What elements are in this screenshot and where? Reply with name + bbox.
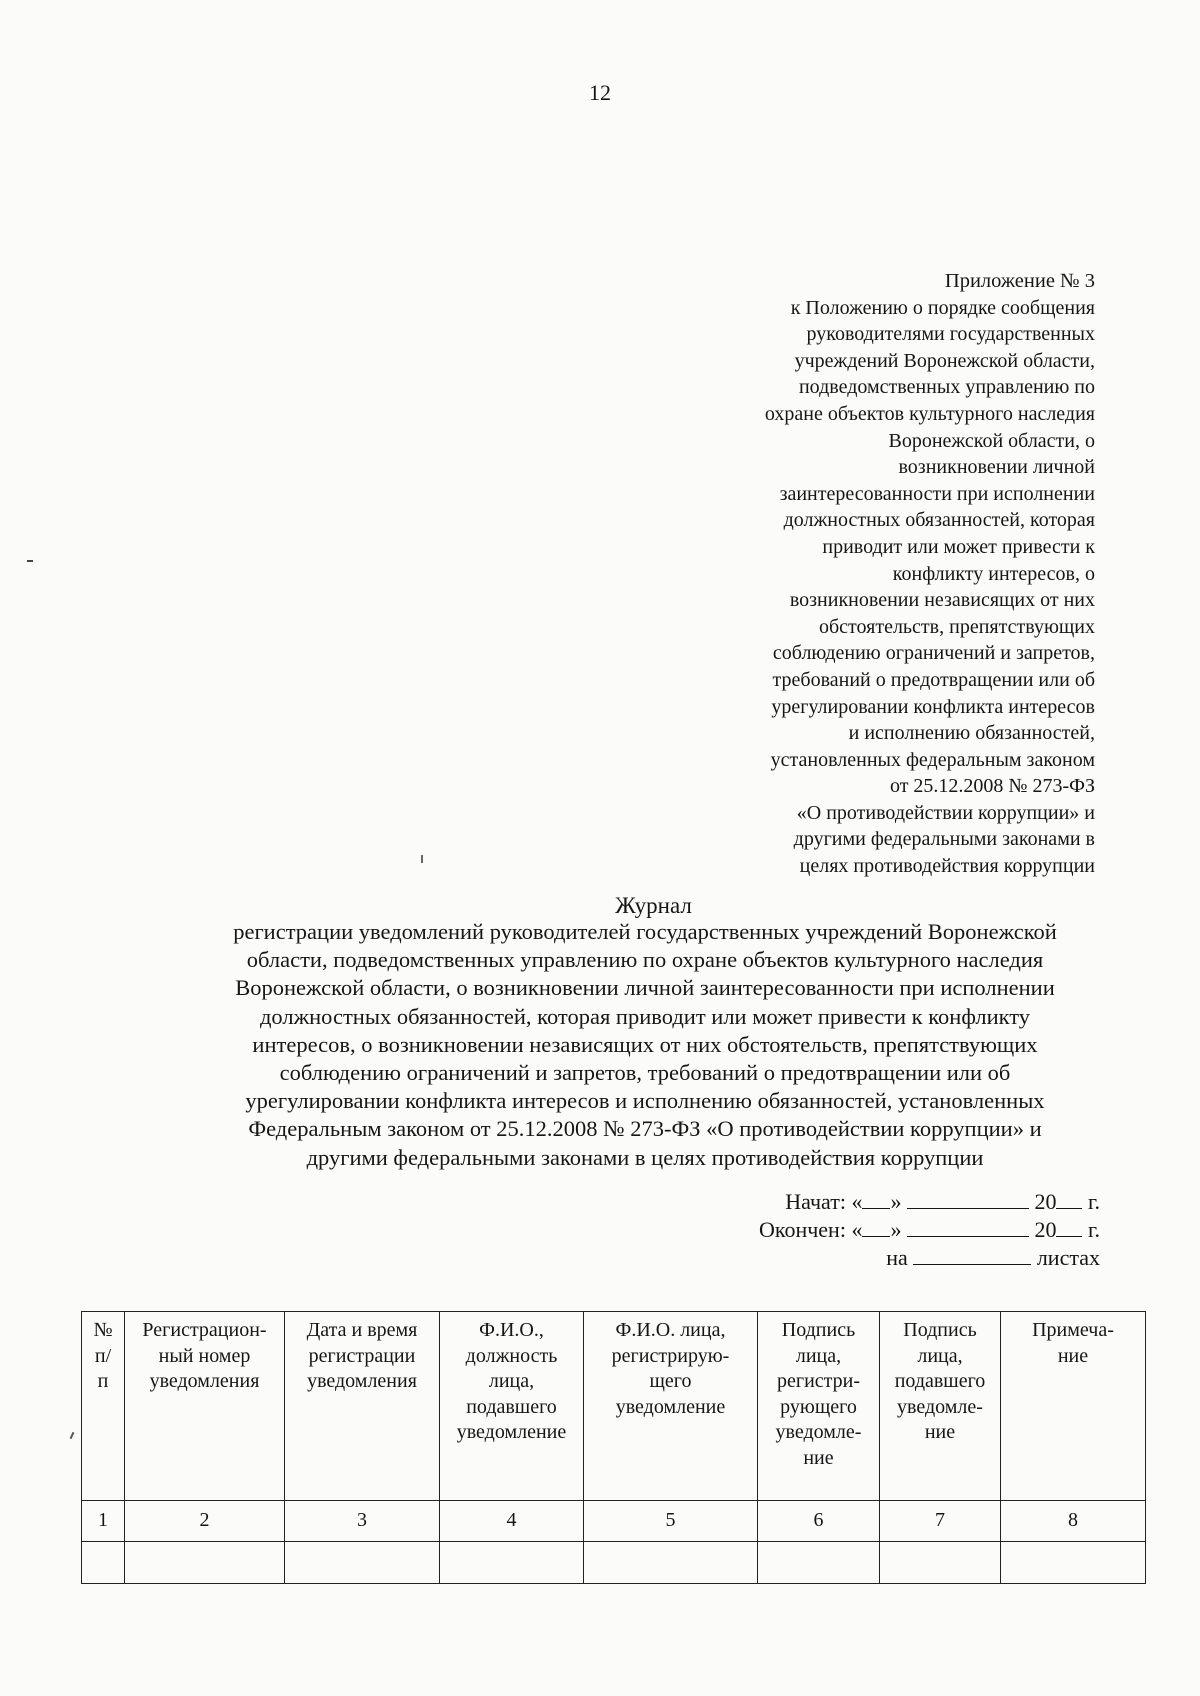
annex-line: к Положению о порядке сообщения xyxy=(790,296,1095,319)
empty-cell[interactable] xyxy=(880,1542,1001,1584)
annex-line: соблюдению ограничений и запретов, xyxy=(772,642,1095,665)
annex-line: Воронежской области, о xyxy=(888,429,1095,452)
column-header-line: ный номер xyxy=(158,1344,251,1367)
journal-description-line: Воронежской области, о возникновении личной заинтересованности при исполнении xyxy=(235,975,1055,1001)
column-header xyxy=(440,1312,584,1501)
column-header-line: должность xyxy=(465,1344,558,1367)
column-header-line: регистри- xyxy=(776,1370,860,1392)
empty-cell[interactable] xyxy=(285,1542,440,1584)
column-number-cell: 2 xyxy=(125,1501,285,1542)
column-header-line: подавшего xyxy=(894,1370,986,1392)
column-header xyxy=(584,1312,758,1501)
annex-line: требований о предотвращении или об xyxy=(772,668,1095,691)
column-header xyxy=(82,1312,125,1501)
journal-description-line: другими федеральными законами в целях противодействия коррупции xyxy=(306,1144,984,1170)
ended-row xyxy=(580,1216,1100,1244)
column-header-line: уведомления xyxy=(149,1370,260,1392)
empty-cell[interactable] xyxy=(440,1542,584,1584)
year-prefix: 20 xyxy=(1034,1217,1057,1242)
annex-line: заинтересованности при исполнении xyxy=(779,482,1095,505)
column-header-line: ние xyxy=(1057,1344,1089,1367)
annex-title: Приложение № 3 xyxy=(944,270,1095,292)
annex-line: другими федеральными законами в xyxy=(793,828,1095,851)
day-blank xyxy=(862,1218,890,1237)
column-header-line: уведомления xyxy=(307,1370,417,1392)
year-suffix: г. xyxy=(1087,1189,1100,1214)
column-header-line: уведомле- xyxy=(897,1395,983,1418)
annex-line: руководителями государственных xyxy=(806,323,1095,346)
column-header-line: ние xyxy=(924,1421,956,1443)
annex-line: приводит или может привести к xyxy=(822,535,1095,558)
started-row xyxy=(580,1188,1100,1216)
journal-description-line: интересов, о возникновении независящих от них обстоятельств, препятствующих xyxy=(252,1031,1038,1057)
column-header xyxy=(125,1312,285,1501)
column-header-line: уведомление xyxy=(615,1395,726,1418)
quote-close: » xyxy=(890,1217,902,1242)
column-header-line: регистрации xyxy=(308,1344,416,1367)
annex-line: урегулировании конфликта интересов xyxy=(771,695,1095,718)
empty-cell[interactable] xyxy=(758,1542,880,1584)
column-header-line: уведомле- xyxy=(775,1421,862,1443)
column-header-line: п/ xyxy=(94,1344,112,1367)
journal-description-line: регистрации уведомлений руководителей государственных учреждений Воронежской xyxy=(233,919,1057,944)
month-blank xyxy=(907,1218,1029,1237)
column-header-line: ние xyxy=(803,1446,834,1469)
column-header-line: Примеча- xyxy=(1032,1319,1114,1341)
column-number-cell: 8 xyxy=(1001,1501,1146,1542)
annex-block xyxy=(625,268,1095,880)
column-number-cell: 7 xyxy=(880,1501,1001,1542)
column-header-line: лица, xyxy=(488,1370,535,1392)
journal-description-line: урегулировании конфликта интересов и исполнению обязанностей, установленных xyxy=(245,1088,1045,1114)
empty-cell[interactable] xyxy=(82,1542,125,1584)
journal-title: Журнал xyxy=(615,893,692,918)
column-header-line: Ф.И.О. лица, xyxy=(615,1319,726,1341)
column-number-cell: 4 xyxy=(440,1501,584,1542)
column-header-line: Регистрацион- xyxy=(142,1319,267,1341)
journal-dates xyxy=(580,1188,1100,1272)
table-header-row xyxy=(82,1312,1146,1501)
column-header-line: лица, xyxy=(795,1344,842,1367)
month-blank xyxy=(907,1190,1029,1209)
column-header xyxy=(1001,1312,1146,1501)
journal-description-line: должностных обязанностей, которая приводит или может привести к конфликту xyxy=(259,1003,1031,1029)
annex-line: охране объектов культурного наследия xyxy=(764,402,1095,425)
annex-line: возникновении личной xyxy=(898,456,1095,479)
annex-line: учреждений Воронежской области, xyxy=(794,349,1095,372)
column-number-cell: 6 xyxy=(758,1501,880,1542)
annex-line: от 25.12.2008 № 273-ФЗ xyxy=(889,775,1095,798)
year-blank xyxy=(1056,1190,1082,1209)
table-column-numbers-row xyxy=(82,1501,1146,1542)
ended-label: Окончен: « xyxy=(759,1217,863,1242)
year-suffix: г. xyxy=(1087,1217,1100,1242)
sheets-blank xyxy=(913,1246,1031,1265)
column-header-line: подавшего xyxy=(466,1395,557,1418)
empty-cell[interactable] xyxy=(584,1542,758,1584)
annex-line: и исполнению обязанностей, xyxy=(848,722,1095,745)
column-header-line: регистрирую- xyxy=(611,1344,730,1367)
annex-text xyxy=(625,295,1095,880)
column-header-line: уведомление xyxy=(456,1421,567,1443)
column-number-cell: 3 xyxy=(285,1501,440,1542)
annex-line: возникновении независящих от них xyxy=(789,589,1095,612)
sheets-label: листах xyxy=(1036,1245,1100,1270)
page-number: 12 xyxy=(589,80,611,105)
empty-cell[interactable] xyxy=(125,1542,285,1584)
column-header xyxy=(758,1312,880,1501)
annex-line: должностных обязанностей, которая xyxy=(783,509,1095,532)
annex-line: установленных федеральным законом xyxy=(770,748,1095,771)
journal-description-line: области, подведомственных управлению по охране объектов культурного наследия xyxy=(246,947,1044,973)
column-header-line: Дата и время xyxy=(306,1319,418,1341)
annex-line: «О противодействии коррупции» и xyxy=(796,801,1095,824)
column-header-line: щего xyxy=(649,1370,692,1392)
column-header-line: п xyxy=(97,1370,109,1392)
annex-line: конфликту интересов, о xyxy=(892,562,1095,585)
column-number-cell: 5 xyxy=(584,1501,758,1542)
column-header xyxy=(880,1312,1001,1501)
journal-description-line: соблюдению ограничений и запретов, требований о предотвращении или об xyxy=(279,1060,1011,1086)
journal-description xyxy=(190,918,1100,1172)
column-header-line: Ф.И.О., xyxy=(479,1319,544,1341)
quote-close: » xyxy=(890,1189,902,1214)
annex-line: подведомственных управлению по xyxy=(798,376,1095,399)
year-blank xyxy=(1056,1218,1082,1237)
table-empty-row xyxy=(82,1542,1146,1584)
column-header-line: рующего xyxy=(780,1395,857,1418)
scan-artifact xyxy=(27,560,33,562)
empty-cell[interactable] xyxy=(1001,1542,1146,1584)
day-blank xyxy=(862,1190,890,1209)
column-header-line: Подпись xyxy=(781,1319,856,1341)
column-header xyxy=(285,1312,440,1501)
annex-line: целях противодействия коррупции xyxy=(799,855,1095,878)
annex-line: обстоятельств, препятствующих xyxy=(818,615,1095,638)
scan-artifact xyxy=(421,855,423,863)
column-header-line: Подпись xyxy=(903,1319,977,1341)
registration-table xyxy=(81,1311,1146,1584)
column-header-line: лица, xyxy=(917,1344,963,1367)
year-prefix: 20 xyxy=(1034,1189,1057,1214)
journal-description-line: Федеральным законом от 25.12.2008 № 273-ФЗ «О противодействии коррупции» и xyxy=(248,1116,1042,1142)
column-number-cell: 1 xyxy=(82,1501,125,1542)
started-label: Начат: « xyxy=(785,1189,863,1214)
column-header-line: № xyxy=(93,1319,113,1341)
scan-artifact xyxy=(70,1432,75,1439)
sheets-row xyxy=(580,1244,1100,1272)
on-label: на xyxy=(886,1245,908,1270)
